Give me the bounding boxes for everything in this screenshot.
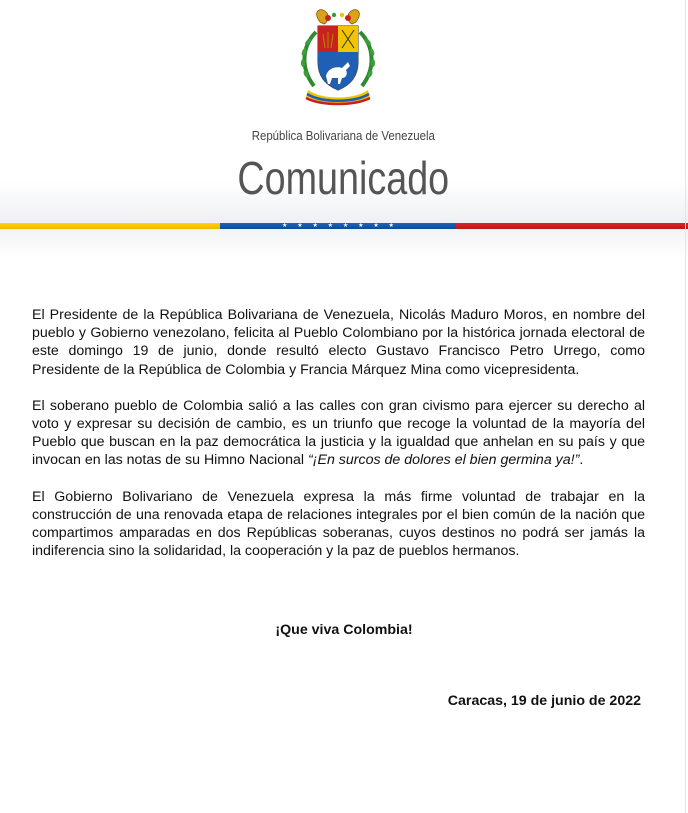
page-edge <box>685 0 686 813</box>
anthem-quote: “¡En surcos de dolores el bien germina ya!” <box>308 452 580 469</box>
flag-stars <box>282 221 394 231</box>
paragraph-2 <box>32 397 645 470</box>
page-title: Comunicado <box>237 152 450 204</box>
star-icon: ★ <box>388 223 394 229</box>
flag-stripe-yellow <box>0 223 220 229</box>
letterhead <box>0 0 688 258</box>
star-icon: ★ <box>282 223 288 229</box>
republic-name: República Bolivariana de Venezuela <box>251 128 435 143</box>
star-icon: ★ <box>312 223 318 229</box>
paragraph-1: El Presidente de la República Bolivariana de Venezuela, Nicolás Maduro Moros, en nombre del pueblo y Gobierno venezolano, felicita al Pueblo Colombiano por la histórica jornada electoral de este domingo 19 de junio, donde resultó electo Gustavo Francisco Petro Urrego, como Presidente de la República de Colombia y Francia Márquez Mina como vicepresidenta. <box>32 307 645 378</box>
star-icon: ★ <box>373 223 379 229</box>
star-icon: ★ <box>297 223 303 229</box>
paragraph-2-end: . <box>579 452 584 469</box>
star-icon: ★ <box>327 223 334 229</box>
star-icon: ★ <box>358 223 364 229</box>
closing-cry: ¡Que viva Colombia! <box>275 622 413 638</box>
star-icon: ★ <box>342 223 349 229</box>
place-and-date: Caracas, 19 de junio de 2022 <box>447 693 641 709</box>
flag-stripe-red <box>456 223 688 229</box>
statement-body <box>32 306 645 578</box>
coat-of-arms-icon <box>290 6 386 110</box>
paragraph-3: El Gobierno Bolivariano de Venezuela expresa la más firme voluntad de trabajar en la construcción de una renovada etapa de relaciones integrales por el bien común de la nación que compartimos amparadas en dos Repúblicas soberanas, cuyos destinos no podrá ser jamás la indiferencia sino la solidaridad, la cooperación y la paz de pueblos hermanos. <box>32 488 645 560</box>
paragraph-2-text: El soberano pueblo de Colombia salió a las calles con gran civismo para ejercer su derecho al voto y expresar su decisión de cambio, es un triunfo que recoge la voluntad de la mayoría del Pueblo que buscan en la paz democrática la justicia y la igualdad que anhelan en su país y que invocan en las notas de su Himno Nacional <box>32 397 645 469</box>
